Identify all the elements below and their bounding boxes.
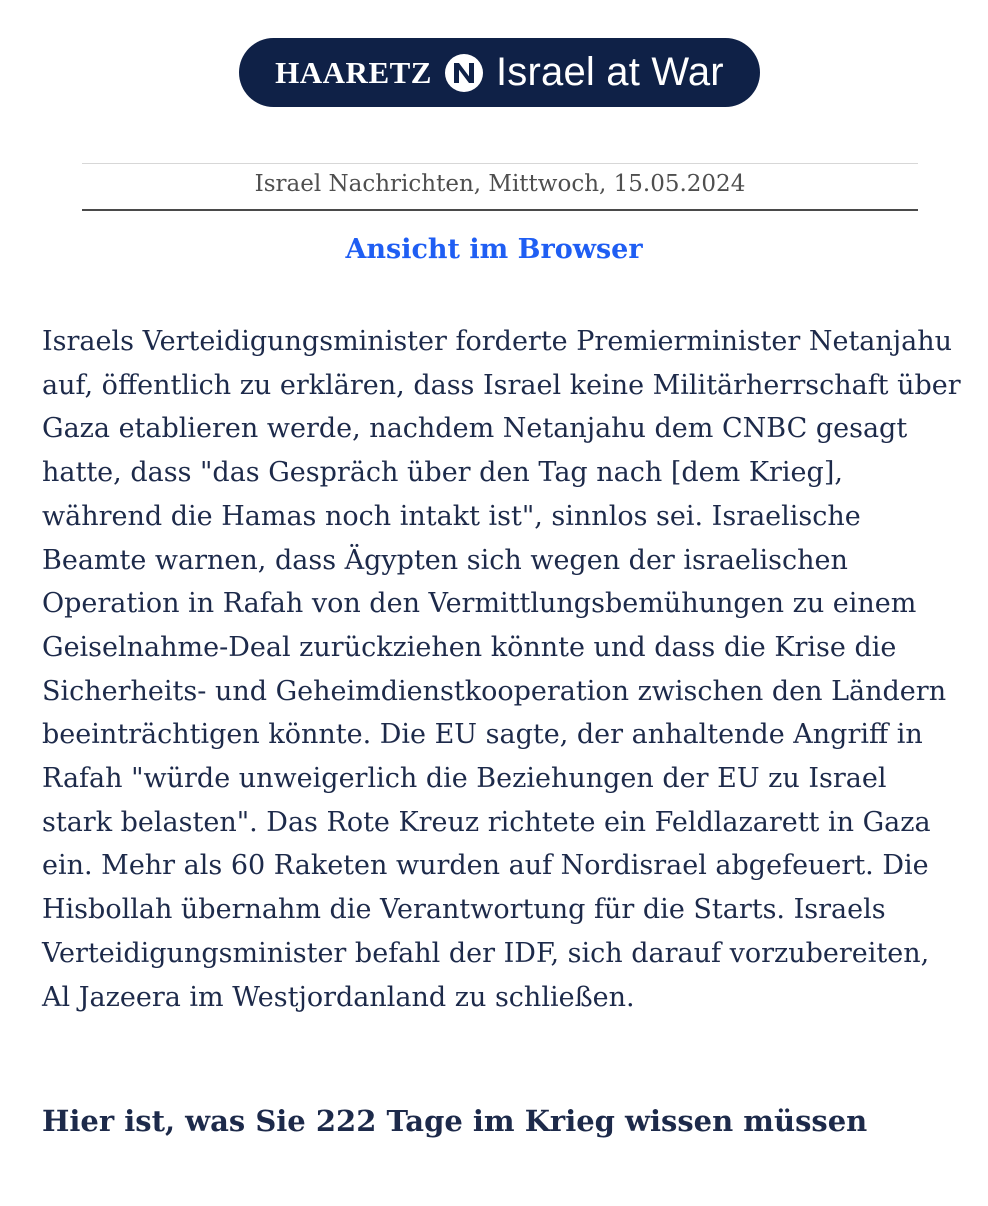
haaretz-israel-at-war-logo[interactable]	[239, 38, 760, 107]
bottom-divider	[82, 209, 918, 211]
article-lead-paragraph: Israels Verteidigungsminister forderte Premierminister Netanjahu auf, öffentlich zu erklären, dass Israel keine Militärherrschaft über Gaza etablieren werde, nachdem Netanjahu dem CNBC gesagt hatte, dass "das Gespräch über den Tag nach [dem Krieg], während die Hamas noch intakt ist", sinnlos sei. Israelische Beamte warnen, dass Ägypten sich wegen der israelischen Operation in Rafah von den Vermittlungsbemühungen zu einem Geiselnahme-Deal zurückziehen könnte und dass die Krise die Sicherheits- und Geheimdienstkooperation zwischen den Ländern beeinträchtigen könnte. Die EU sagte, der anhaltende Angriff in Rafah "würde unweigerlich die Beziehungen der EU zu Israel stark belasten". Das Rote Kreuz richtete ein Feldlazarett in Gaza ein. Mehr als 60 Raketen wurden auf Nordisrael abgefeuert. Die Hisbollah übernahm die Verantwortung für die Starts. Israels Verteidigungsminister befahl der IDF, sich darauf vorzubereiten, Al Jazeera im Westjordanland zu schließen.	[42, 326, 961, 1013]
section-heading: Hier ist, was Sie 222 Tage im Krieg wissen müssen	[42, 1104, 868, 1138]
haaretz-h-monogram-icon	[444, 53, 484, 93]
dateline: Israel Nachrichten, Mittwoch, 15.05.2024	[254, 171, 746, 197]
haaretz-wordmark: HAARETZ	[275, 54, 432, 90]
view-in-browser-link[interactable]: Ansicht im Browser	[345, 234, 643, 265]
top-divider	[82, 163, 918, 164]
section-tagline: Israel at War	[495, 50, 724, 94]
